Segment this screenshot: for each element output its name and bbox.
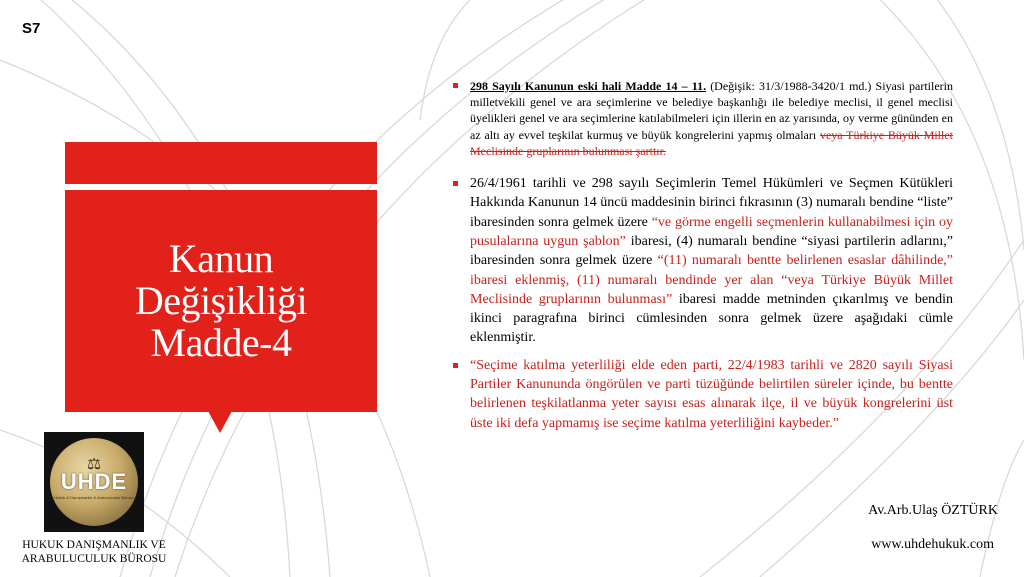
slide-title bbox=[135, 238, 307, 364]
bullet-added-sentence: “Seçime katılma yeterliliği elde eden parti, 22/4/1983 tarihli ve 2820 sayılı Siyasi Partiler Kanununda öngörülen ve parti tüzüğünde belirtilen süreler içinde, bu bentte belirlenen teşkilatlanma yeter sayısı esas alınarak ilçe, il ve büyük kongrelerini üst üste iki defa yapmamış ise seçime katılma yeterliliğini kaybeder.” bbox=[453, 356, 953, 433]
bullet-amendment-text-2: ibaresi, (4) numaralı bendine “siyasi partilerin adlarını,” ibaresinden sonra gelmek üzere bbox=[470, 233, 954, 269]
logo-mark: UHDE bbox=[60, 468, 128, 494]
bullet-amendment-text-3: ibaresi madde metninden çıkarılmış ve bendin ikinci paragrafına birinci cümlesinden sonra gelmek üzere aşağıdaki cümle eklenmiştir. bbox=[470, 291, 953, 346]
bullet-amendment bbox=[453, 174, 953, 348]
website-link[interactable]: www.uhdehukuk.com bbox=[871, 537, 994, 552]
firm-name-line-2: ARABULUCULUK BÜROSU bbox=[21, 553, 167, 565]
firm-logo bbox=[44, 432, 144, 532]
title-box bbox=[65, 190, 377, 412]
title-accent-bar bbox=[65, 142, 377, 184]
logo-tagline: Hukuk & Danışmanlık & Arabuluculuk Bürosu bbox=[53, 494, 135, 500]
slide-number: S7 bbox=[22, 20, 41, 37]
firm-name bbox=[6, 538, 182, 566]
bullet-old-law-struck-text: veya Türkiye Büyük Millet Meclisinde gruplarının bulunması şarttır. bbox=[470, 127, 953, 158]
logo-medallion bbox=[50, 438, 138, 526]
firm-name-line-1: HUKUK DANIŞMANLIK VE bbox=[22, 539, 166, 551]
bullet-old-law-text: (Değişik: 31/3/1988-3420/1 md.) Siyasi partilerin milletvekili genel ve ara seçimlerine ve belediye başkanlığı ile belediye meclisi, il genel meclisi üyelikleri genel ve ara seçimlerine katılabilmeleri için illerin en az yarısında, oy verme gününden en az altı ay evvel teşkilat kurmuş ve büyük kongrelerini yapmış olmaları bbox=[470, 79, 953, 142]
title-line-3: Madde-4 bbox=[150, 320, 292, 365]
bullet-old-law bbox=[453, 78, 953, 159]
bullet-old-law-heading: 298 Sayılı Kanunun eski hali Madde 14 – 11. bbox=[470, 79, 707, 93]
slide-content bbox=[453, 78, 953, 433]
title-line-1: Kanun bbox=[168, 236, 274, 281]
bullet-amendment-red-2: “(11) numaralı bentte belirlenen esaslar dâhilinde,” ibaresi eklenmiş, (11) numaralı bendinde yer alan “veya Türkiye Büyük Millet Meclisinde gruplarının bulunması” bbox=[470, 253, 954, 307]
bullet-amendment-text-1: 26/4/1961 tarihli ve 298 sayılı Seçimlerin Temel Hükümleri ve Seçmen Kütükleri Hakkında Kanunun 14 üncü maddesinin birinci fıkrasının (3) numaralı bendine “liste” ibaresinden sonra gelmek üzere bbox=[470, 176, 953, 230]
title-line-2: Değişikliği bbox=[134, 278, 308, 323]
scales-of-justice-icon: ⚖ bbox=[86, 456, 102, 473]
bullet-amendment-red-1: “ve görme engelli seçmenlerin kullanabilmesi için oy pusulalarına uygun şablon” bbox=[470, 214, 953, 249]
author-name: Av.Arb.Ulaş ÖZTÜRK bbox=[868, 503, 998, 518]
callout-pointer bbox=[208, 411, 232, 433]
